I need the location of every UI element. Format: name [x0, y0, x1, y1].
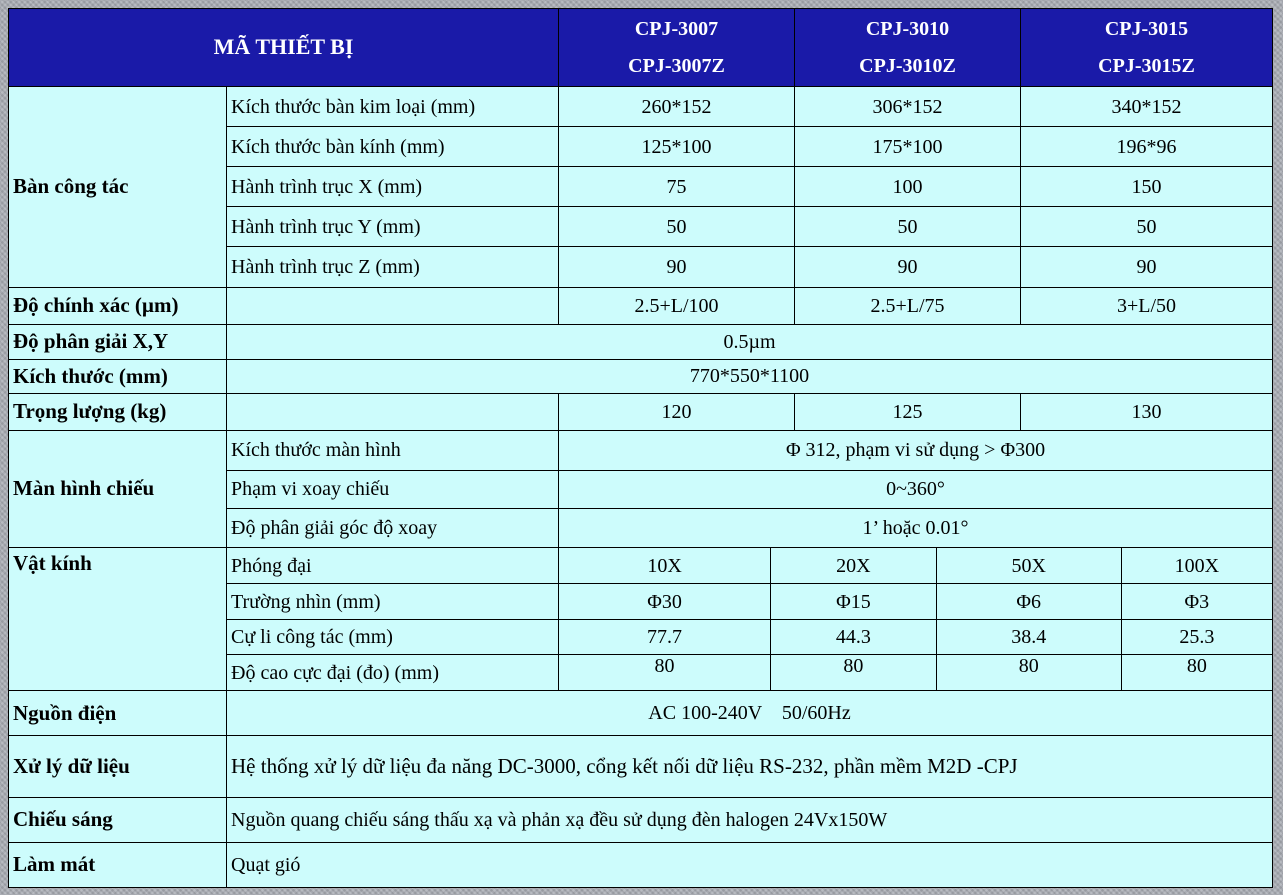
cell-value: 120	[559, 393, 795, 430]
cell-value: 2.5+L/75	[795, 287, 1021, 324]
header-title: MÃ THIẾT BỊ	[9, 9, 559, 87]
cell-value: Φ 312, phạm vi sử dụng > Φ300	[559, 430, 1273, 470]
empty-cell	[227, 287, 559, 324]
cell-value: 44.3	[771, 620, 937, 654]
row-label: Kích thước màn hình	[227, 430, 559, 470]
row-label: Hành trình trục Z (mm)	[227, 247, 559, 287]
cell-value: Φ3	[1121, 584, 1272, 619]
model-col-3	[1021, 9, 1273, 87]
label-xu-ly-du-lieu: Xử lý dữ liệu	[9, 736, 227, 797]
cell-value: Φ6	[936, 584, 1121, 619]
cell-value: 25.3	[1121, 620, 1272, 654]
cell-value: 10X	[559, 548, 771, 583]
cell-value: 77.7	[559, 620, 771, 654]
cell-value: 100	[795, 167, 1021, 207]
row-label: Phạm vi xoay chiếu	[227, 470, 559, 508]
cell-value: 50X	[936, 548, 1121, 583]
cell-value: 196*96	[1021, 127, 1273, 167]
section-ban-cong-tac: Bàn công tác	[9, 87, 227, 287]
model-2-name: CPJ-3010	[865, 17, 950, 40]
row-label: Hành trình trục Y (mm)	[227, 207, 559, 247]
cell-value: 175*100	[795, 127, 1021, 167]
row-label: Độ cao cực đại (đo) (mm)	[227, 655, 559, 691]
label-do-phan-giai: Độ phân giải X,Y	[9, 324, 227, 359]
section-man-hinh-chieu: Màn hình chiếu	[9, 430, 227, 547]
row-label: Cự li công tác (mm)	[227, 620, 559, 655]
model-2-variant: CPJ-3010Z	[859, 54, 956, 77]
objective-grid	[559, 620, 1272, 654]
cell-value: 1’ hoặc 0.01°	[559, 509, 1273, 548]
cell-value: Φ30	[559, 584, 771, 619]
cell-value: Hệ thống xử lý dữ liệu đa năng DC-3000, cổng kết nối dữ liệu RS-232, phần mềm M2D -CPJ	[227, 736, 1273, 797]
cell-value: 80	[559, 655, 771, 690]
cell-value: 2.5+L/100	[559, 287, 795, 324]
row-label: Kích thước bàn kính (mm)	[227, 127, 559, 167]
row-label: Kích thước bàn kim loại (mm)	[227, 87, 559, 127]
label-kich-thuoc: Kích thước (mm)	[9, 359, 227, 393]
cell-value: 38.4	[936, 620, 1121, 654]
cell-value: 260*152	[559, 87, 795, 127]
cell-value: 20X	[771, 548, 937, 583]
objective-grid	[559, 655, 1272, 690]
cell-value: Quạt gió	[227, 842, 1273, 887]
objective-row	[559, 548, 1273, 584]
cell-value: 80	[936, 655, 1121, 690]
cell-value: Nguồn quang chiếu sáng thấu xạ và phản xạ đều sử dụng đèn halogen 24Vx150W	[227, 797, 1273, 842]
cell-value: 770*550*1100	[227, 359, 1273, 393]
cell-value: 306*152	[795, 87, 1021, 127]
objective-row	[559, 620, 1273, 655]
empty-cell	[227, 393, 559, 430]
cell-value: AC 100-240V 50/60Hz	[227, 691, 1273, 736]
cell-value: 90	[559, 247, 795, 287]
cell-value: 0.5µm	[227, 324, 1273, 359]
objective-row	[559, 655, 1273, 691]
model-1-name: CPJ-3007	[634, 17, 719, 40]
row-label: Độ phân giải góc độ xoay	[227, 509, 559, 548]
label-do-chinh-xac: Độ chính xác (µm)	[9, 287, 227, 324]
label-trong-luong: Trọng lượng (kg)	[9, 393, 227, 430]
row-label: Hành trình trục X (mm)	[227, 167, 559, 207]
cell-value: 130	[1021, 393, 1273, 430]
label-chieu-sang: Chiếu sáng	[9, 797, 227, 842]
spec-table	[8, 8, 1273, 888]
cell-value: 150	[1021, 167, 1273, 207]
cell-value: 90	[795, 247, 1021, 287]
cell-value: 80	[771, 655, 937, 690]
model-col-1	[559, 9, 795, 87]
cell-value: 100X	[1121, 548, 1272, 583]
row-label: Phóng đại	[227, 548, 559, 584]
cell-value: 125*100	[559, 127, 795, 167]
model-1-variant: CPJ-3007Z	[628, 54, 725, 77]
model-3-variant: CPJ-3015Z	[1098, 54, 1195, 77]
model-col-2	[795, 9, 1021, 87]
cell-value: 75	[559, 167, 795, 207]
objective-grid	[559, 584, 1272, 619]
model-3-name: CPJ-3015	[1104, 17, 1189, 40]
cell-value: 50	[1021, 207, 1273, 247]
row-label: Trường nhìn (mm)	[227, 584, 559, 620]
cell-value: 90	[1021, 247, 1273, 287]
objective-grid	[559, 548, 1272, 583]
cell-value: 50	[559, 207, 795, 247]
cell-value: 0~360°	[559, 470, 1273, 508]
cell-value: Φ15	[771, 584, 937, 619]
cell-value: 125	[795, 393, 1021, 430]
objective-row	[559, 584, 1273, 620]
cell-value: 3+L/50	[1021, 287, 1273, 324]
cell-value: 340*152	[1021, 87, 1273, 127]
cell-value: 80	[1121, 655, 1272, 690]
label-nguon-dien: Nguồn điện	[9, 691, 227, 736]
section-vat-kinh: Vật kính	[9, 548, 227, 691]
cell-value: 50	[795, 207, 1021, 247]
label-lam-mat: Làm mát	[9, 842, 227, 887]
